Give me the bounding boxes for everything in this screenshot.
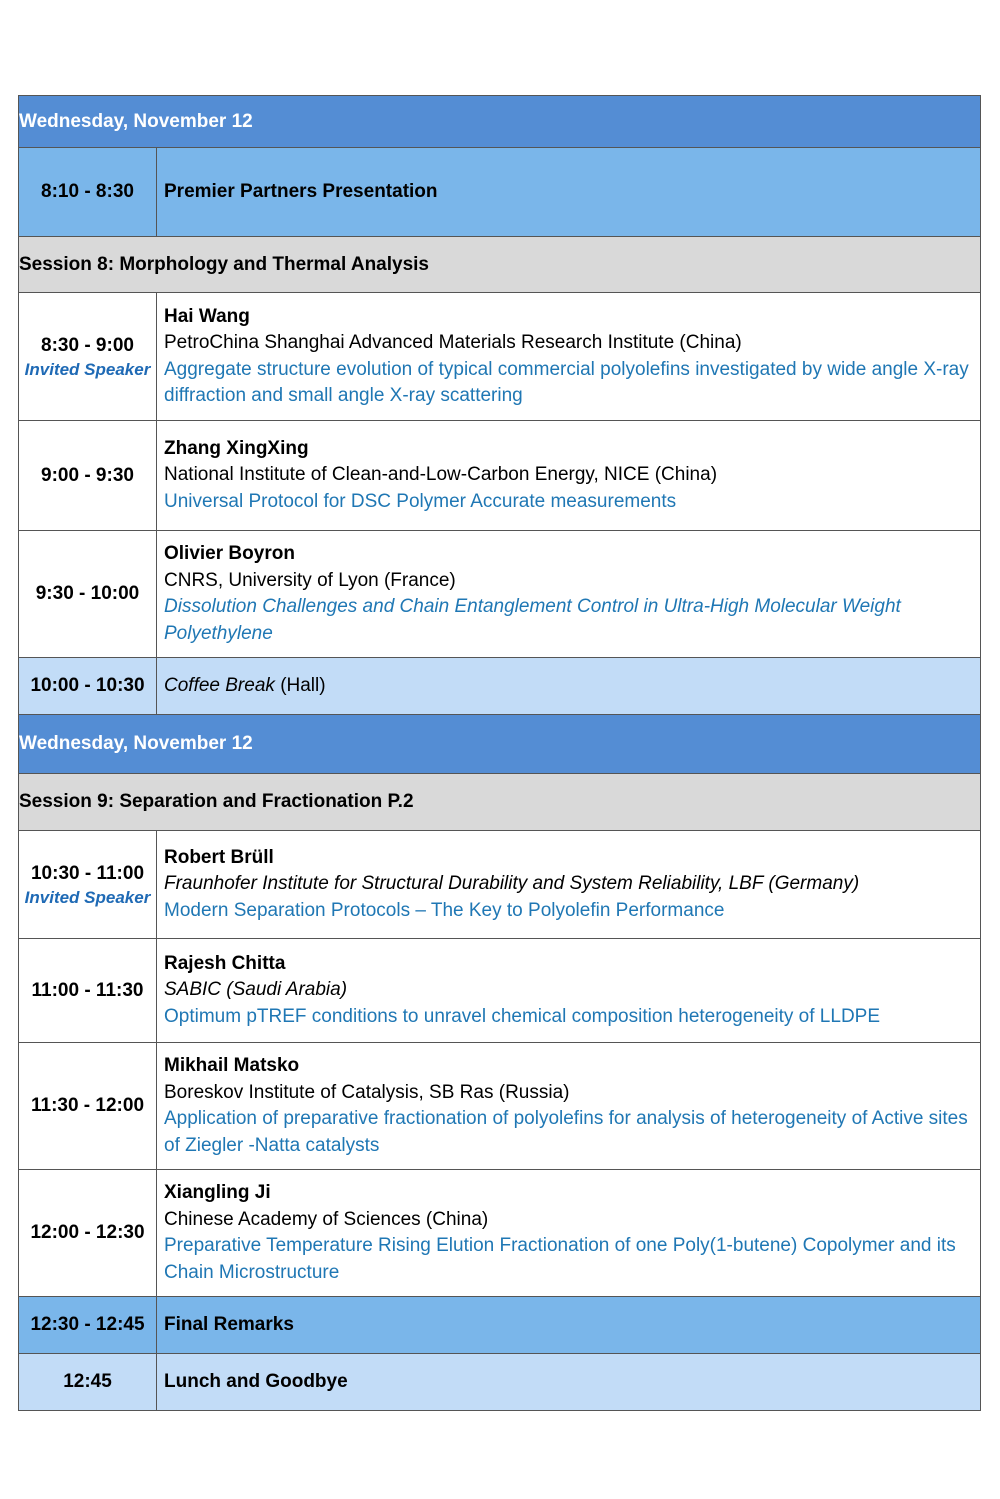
day-header-row [19,715,981,774]
talk-title: Application of preparative fractionation of polyolefins for analysis of heterogeneity of Active sites of Ziegler -Natta catalysts [164,1108,968,1156]
coffee-label: Coffee Break [164,674,275,696]
speaker-institution: PetroChina Shanghai Advanced Materials Research Institute (China) [164,332,742,353]
session-header: Session 8: Morphology and Thermal Analysis [19,237,981,293]
talk-title: Optimum pTREF conditions to unravel chemical composition heterogeneity of LLDPE [164,1005,881,1027]
final-remarks-row [19,1297,981,1354]
day-header-row [19,96,981,148]
talk-details [157,1170,981,1297]
talk-details [157,293,981,421]
speaker-name: Hai Wang [164,305,250,327]
speaker-name: Mikhail Matsko [164,1055,300,1076]
talk-details [157,1043,981,1170]
talk-row [19,531,981,658]
talk-time-cell [19,831,157,939]
talk-time-cell [19,531,157,658]
talk-time: 8:30 - 9:00 [41,334,134,356]
schedule-table [18,95,981,1411]
lunch-row [19,1354,981,1411]
talk-row [19,421,981,531]
talk-row [19,293,981,421]
talk-time-cell [19,1043,157,1170]
speaker-name: Robert Brüll [164,846,274,868]
talk-time-cell [19,939,157,1043]
talk-details [157,531,981,658]
premier-row [19,148,981,237]
talk-details [157,831,981,939]
talk-title: Universal Protocol for DSC Polymer Accurate measurements [164,490,677,512]
coffee-location: (Hall) [280,674,326,696]
premier-label: Premier Partners Presentation [157,148,981,237]
talk-time: 9:00 - 9:30 [41,464,134,486]
talk-time: 9:30 - 10:00 [35,583,140,604]
speaker-institution: CNRS, University of Lyon (France) [164,569,456,591]
talk-row [19,939,981,1043]
coffee-details [157,658,981,715]
invited-speaker-label: Invited Speaker [24,887,151,907]
talk-title: Dissolution Challenges and Chain Entanglement Control in Ultra-High Molecular Weight Polyethylene [164,596,901,644]
premier-time: 8:10 - 8:30 [19,148,157,237]
lunch-time: 12:45 [19,1354,157,1411]
day-header: Wednesday, November 12 [19,715,981,774]
talk-details [157,939,981,1043]
final-time: 12:30 - 12:45 [19,1297,157,1354]
talk-time: 12:00 - 12:30 [30,1222,145,1243]
coffee-time: 10:00 - 10:30 [19,658,157,715]
speaker-institution: Boreskov Institute of Catalysis, SB Ras (Russia) [164,1081,570,1103]
lunch-label: Lunch and Goodbye [157,1354,981,1411]
talk-row [19,831,981,939]
talk-time-cell [19,421,157,531]
talk-time: 10:30 - 11:00 [30,862,145,884]
talk-time: 11:00 - 11:30 [31,979,144,1001]
speaker-name: Olivier Boyron [164,543,295,564]
final-label: Final Remarks [157,1297,981,1354]
talk-time-cell [19,1170,157,1297]
speaker-name: Xiangling Ji [164,1182,271,1203]
coffee-break-row [19,658,981,715]
session-header-row [19,774,981,831]
talk-row [19,1170,981,1297]
speaker-institution: Fraunhofer Institute for Structural Durability and System Reliability, LBF (Germany) [164,873,860,895]
talk-time: 11:30 - 12:00 [30,1095,145,1116]
day-header: Wednesday, November 12 [19,96,981,148]
speaker-institution: Chinese Academy of Sciences (China) [164,1208,489,1230]
speaker-institution: SABIC (Saudi Arabia) [164,979,348,1001]
talk-details [157,421,981,531]
speaker-name: Zhang XingXing [164,437,309,459]
talk-title: Preparative Temperature Rising Elution Fractionation of one Poly(1-butene) Copolymer and its Chain Microstructure [164,1235,956,1283]
session-header: Session 9: Separation and Fractionation P.2 [19,774,981,831]
talk-time-cell [19,293,157,421]
talk-title: Aggregate structure evolution of typical commercial polyolefins investigated by wide angle X-ray diffraction and small angle X-ray scattering [164,358,969,406]
talk-row [19,1043,981,1170]
speaker-institution: National Institute of Clean-and-Low-Carbon Energy, NICE (China) [164,464,718,486]
invited-speaker-label: Invited Speaker [24,359,151,379]
speaker-name: Rajesh Chitta [164,952,286,974]
talk-title: Modern Separation Protocols – The Key to Polyolefin Performance [164,899,725,921]
session-header-row [19,237,981,293]
